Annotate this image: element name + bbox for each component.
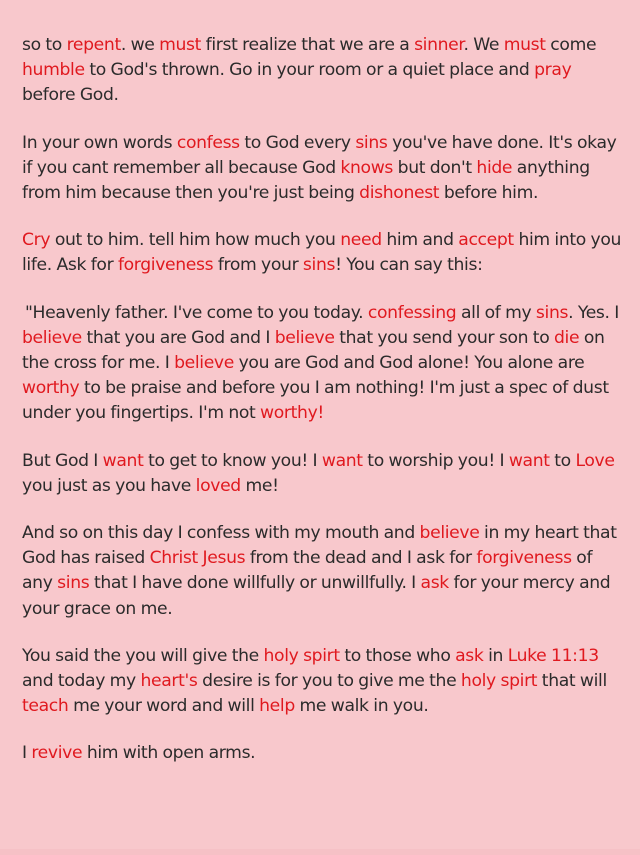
text-run: that I have done willfully or unwillfully. I xyxy=(89,573,421,594)
highlighted-word: believe xyxy=(22,327,82,348)
highlighted-word: pray xyxy=(534,60,572,81)
text-run: in my heart that God has raised xyxy=(22,523,617,569)
highlighted-word: worthy xyxy=(22,378,80,399)
highlighted-word: sins xyxy=(57,573,90,594)
highlighted-word: want xyxy=(321,450,363,471)
highlighted-word: believe xyxy=(174,353,234,374)
highlighted-word: ask xyxy=(420,573,449,594)
text-run: in xyxy=(483,645,508,666)
highlighted-word: sins xyxy=(355,132,388,153)
text-run: to worship you! I xyxy=(362,450,509,471)
highlighted-word: holy spirt xyxy=(263,645,340,666)
highlighted-word: believe xyxy=(419,523,480,544)
text-run: I xyxy=(22,743,32,764)
text-run: him and xyxy=(381,230,459,251)
text-run: you've have done. It's okay if you cant remember all because God xyxy=(22,132,617,178)
text-run: all of my xyxy=(456,302,536,323)
highlighted-word: knows xyxy=(340,157,394,178)
highlighted-word: Love xyxy=(575,450,615,471)
text-run: you just as you have xyxy=(22,475,196,496)
highlighted-word: revive xyxy=(31,743,83,764)
highlighted-word: help xyxy=(259,696,295,717)
text-run: come xyxy=(545,35,597,55)
text-run: you are God and God alone! You alone are xyxy=(233,353,585,374)
text-run: before him. xyxy=(439,183,539,204)
highlighted-word: heart's xyxy=(140,671,198,692)
text-run: from your xyxy=(213,255,303,276)
highlighted-word: die xyxy=(553,327,580,348)
paragraph-cry-out xyxy=(22,228,622,278)
highlighted-word: accept xyxy=(458,230,514,251)
highlighted-word: sins xyxy=(535,302,569,323)
paragraph-prayer-quote xyxy=(22,301,622,427)
paragraph-closing xyxy=(22,741,622,766)
text-run: And so on this day I confess with my mouth and xyxy=(22,523,420,544)
text-run: . Yes. I xyxy=(568,302,619,323)
text-run: But God I xyxy=(22,450,103,471)
text-run: that you send your son to xyxy=(334,327,554,348)
text-run: You said the you will give the xyxy=(22,645,264,666)
text-run: on the cross for me. I xyxy=(22,327,605,374)
text-run: to xyxy=(549,450,576,471)
text-run: so to xyxy=(22,35,67,55)
text-run: that will xyxy=(537,671,607,692)
highlighted-word: want xyxy=(508,450,550,471)
text-run: . We xyxy=(463,35,504,55)
text-run: In your own words xyxy=(22,132,177,153)
highlighted-word: believe xyxy=(274,327,335,348)
text-run: first realize that we are a xyxy=(201,35,415,55)
highlighted-word: forgiveness xyxy=(117,255,214,276)
text-run: to get to know you! I xyxy=(143,450,322,471)
text-run: me your word and will xyxy=(68,696,260,717)
paragraph-repent xyxy=(22,33,622,109)
highlighted-word: Cry xyxy=(22,230,51,251)
text-run: desire is for you to give me the xyxy=(197,671,461,692)
highlighted-word: ask xyxy=(455,645,484,666)
paragraph-holy-spirit xyxy=(22,644,622,720)
paragraph-want xyxy=(22,449,622,499)
highlighted-word: hide xyxy=(476,157,513,178)
paragraph-confess xyxy=(22,131,622,207)
text-run: anything from him because then you're just being xyxy=(22,157,590,204)
text-run: and today my xyxy=(22,671,141,692)
text-run: to those who xyxy=(339,645,456,666)
text-run: that you are God and I xyxy=(81,327,275,348)
highlighted-word: must xyxy=(503,35,546,55)
highlighted-word: want xyxy=(102,450,144,471)
text-run: before God. xyxy=(22,85,119,106)
highlighted-word: confessing xyxy=(367,302,457,323)
text-run: me walk in you. xyxy=(294,696,429,717)
text-run: me! xyxy=(240,475,279,496)
text-run: to God every xyxy=(239,132,356,153)
highlighted-word: dishonest xyxy=(359,183,440,204)
text-run: to God's thrown. Go in your room or a quiet place and xyxy=(84,60,535,81)
highlighted-word: worthy! xyxy=(260,403,324,424)
text-run: him into you life. Ask for xyxy=(22,230,622,276)
text-run: "Heavenly father. I've come to you today. xyxy=(25,302,368,323)
highlighted-word: humble xyxy=(22,60,85,81)
note-body xyxy=(22,33,622,767)
highlighted-word: must xyxy=(159,35,202,55)
highlighted-word: sinner xyxy=(414,35,464,55)
highlighted-word: holy spirt xyxy=(460,671,538,692)
highlighted-word: forgiveness xyxy=(476,548,572,569)
highlighted-word: repent xyxy=(66,35,121,55)
highlighted-word: Christ Jesus xyxy=(149,548,246,569)
text-run: out to him. tell him how much you xyxy=(50,230,341,251)
highlighted-word: Luke 11:13 xyxy=(507,645,599,666)
text-run: to be praise and before you I am nothing! I'm just a spec of dust under you fingertips. I'm not xyxy=(22,378,609,424)
paragraph-declaration xyxy=(22,521,622,622)
text-run: him with open arms. xyxy=(82,743,256,764)
bottom-edge xyxy=(0,849,640,855)
highlighted-word: sins xyxy=(302,255,336,276)
cropped-heading-fragment xyxy=(0,0,640,4)
text-run: of any xyxy=(22,548,593,594)
highlighted-word: need xyxy=(340,230,382,251)
highlighted-word: teach xyxy=(22,696,69,717)
text-run: from the dead and I ask for xyxy=(245,548,477,569)
highlighted-word: confess xyxy=(176,132,240,153)
highlighted-word: loved xyxy=(195,475,241,496)
text-run: for your mercy and your grace on me. xyxy=(22,573,611,619)
text-run: but don't xyxy=(393,157,477,178)
text-run: ! You can say this: xyxy=(335,255,483,276)
text-run: . we xyxy=(120,35,160,55)
